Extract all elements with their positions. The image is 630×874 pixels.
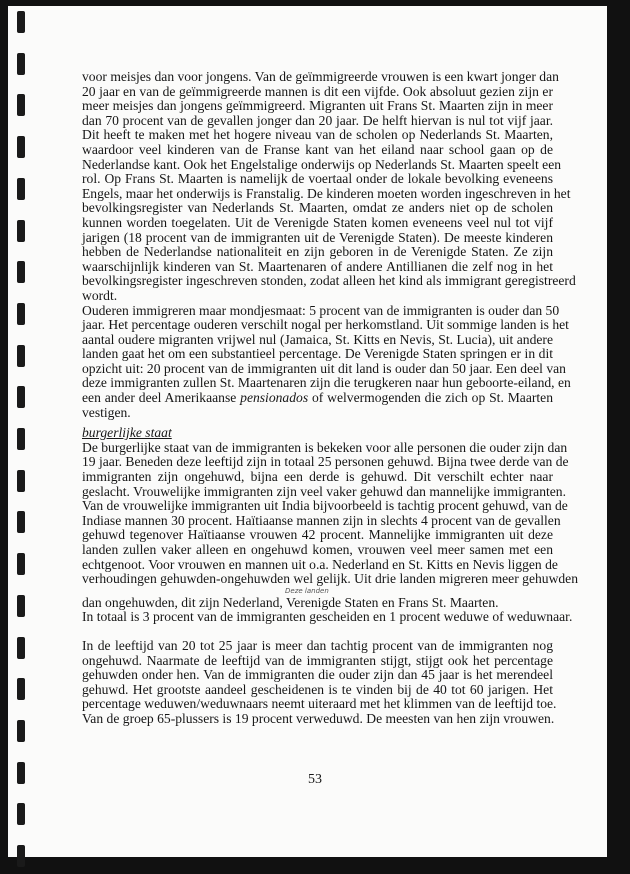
handwritten-note: Deze landen (285, 586, 329, 595)
text-line: Engels, maar het onderwijs is Franstalig. De kinderen moeten worden ingeschreven in het (82, 185, 571, 201)
paragraph-2-line (82, 391, 553, 406)
text-line: De burgerlijke staat van de immigranten is bekeken voor alle personen die ouder zijn dan (82, 439, 568, 455)
text-line: voor meisjes dan voor jongens. Van de geïmmigreerde vrouwen is een kwart jonger dan (82, 69, 559, 84)
text-line: landen gaat het om een substantieel percentage. De Verenigde Staten springen er in dit (82, 346, 553, 362)
text-line: verhoudingen gehuwden-ongehuwden wel gelijk. Uit drie landen migreren meer gehuwden (82, 571, 579, 587)
text-line: kunnen worden toegelaten. Uit de Verenigde Staten komen eveneens veel nul tot vijf (82, 214, 553, 230)
text-line: aantal oudere migranten vrijwel nul (Jamaica, St. Kitts en Nevis, St. Lucia), uit andere (82, 331, 553, 347)
binding-hole (17, 345, 25, 367)
text-line: meer meisjes dan jongens geïmmigreerd. Migranten uit Frans St. Maarten zijn in meer (82, 98, 553, 114)
paragraph-3 (82, 439, 579, 611)
page-number: 53 (308, 772, 322, 787)
binding-hole (17, 53, 25, 75)
paragraph-4: In totaal is 3 procent van de immigranten gescheiden en 1 procent weduwe of weduwnaar. (82, 609, 573, 625)
text-line: Indiase mannen 30 procent. Haïtiaanse mannen zijn in slechts 4 procent van de gevallen (82, 512, 561, 528)
binding-hole (17, 303, 25, 325)
binding-hole (17, 178, 25, 200)
text-span: een ander deel Amerikaanse (82, 390, 241, 406)
binding-hole (17, 136, 25, 158)
text-line: dan ongehuwden, dit zijn Nederland, Verenigde Staten en Frans St. Maarten. (82, 594, 499, 610)
binding-hole (17, 11, 25, 33)
text-line: Ouderen immigreren maar mondjesmaat: 5 procent van de immigranten is ouder dan 50 (82, 302, 560, 318)
binding-hole (17, 386, 25, 408)
text-line: hebben de Nederlandse nationaliteit en zijn geboren in de Verenigde Staten. Ze zijn (82, 244, 553, 260)
binding-hole (17, 637, 25, 659)
text-line: 20 jaar en van de geïmmigreerde mannen is dit een vijfde. Ook absoluut gezien zijn er (82, 83, 553, 99)
text-line: gehuwd. Het grootste aandeel gescheidenen is te vinden bij de 40 tot 60 jarigen. Het (82, 681, 553, 697)
binding-hole (17, 678, 25, 700)
text-line: dan 70 procent van de gevallen jonger dan 20 jaar. De helft hiervan is nul tot vijf jaar. (82, 112, 553, 128)
body-text (82, 69, 579, 727)
text-line: In de leeftijd van 20 tot 25 jaar is meer dan tachtig procent van de immigranten nog (82, 637, 553, 653)
text-line: Van de vrouwelijke immigranten uit India bijvoorbeeld is tachtig procent gehuwd, van de (82, 498, 568, 514)
text-line: bevolkingsregister van Nederlands St. Maarten, omdat ze anders niet op de scholen (82, 200, 553, 216)
text-line: wordt. (82, 287, 118, 303)
text-line: Dit heeft te maken met het hogere niveau van de scholen op Nederlands St. Maarten, (82, 127, 553, 143)
text-line: geslacht. Vrouwelijke immigranten zijn veel vaker gehuwd dan mannelijke immigranten. (82, 483, 567, 499)
binding-hole (17, 553, 25, 575)
binding-hole (17, 428, 25, 450)
text-line: ongehuwd. Naarmate de leeftijd van de immigranten stijgt, stijgt ook het percentage (82, 652, 553, 668)
text-line: Van de groep 65-plussers is 19 procent verweduwd. De meesten van hen zijn vrouwen. (82, 710, 555, 726)
binding-hole (17, 261, 25, 283)
paragraph-5 (82, 637, 557, 727)
binding-hole (17, 803, 25, 825)
text-line: gehuwd tegenover Haïtiaanse vrouwen 42 procent. Mannelijke immigranten uit deze (82, 527, 553, 543)
text-line: waardoor veel kinderen van de Franse kant van het eiland naar school gaan op de (82, 141, 553, 157)
text-line: opzicht uit: 20 procent van de immigranten uit dit land is ouder dan 50 jaar. Een deel van (82, 360, 566, 376)
text-line: jarigen (18 procent van de immigranten uit de Verenigde Staten). De meeste kinderen (82, 229, 553, 245)
text-span: of welvermogenden die zich op St. Maarten (308, 390, 553, 406)
binding-hole (17, 720, 25, 742)
italic-term: pensionados (240, 390, 309, 406)
text-line: landen zullen vaker alleen en ongehuwd komen, vrouwen veel meer samen met een (82, 542, 553, 557)
paragraph-1 (82, 69, 576, 304)
paragraph-2-line: vestigen. (82, 404, 131, 420)
text-line: 19 jaar. Beneden deze leeftijd zijn in totaal 25 personen gehuwd. Bijna twee derde van de (82, 454, 569, 470)
text-line: gehuwden onder hen. Van de immigranten die ouder zijn dan 45 jaar is het merendeel (82, 667, 553, 683)
binding-hole (17, 94, 25, 116)
section-heading: burgerlijke staat (82, 425, 172, 441)
handwritten-note-row (82, 587, 553, 596)
binding-hole (17, 470, 25, 492)
text-line: percentage weduwen/weduwnaars neemt uiteraard met het klimmen van de leeftijd toe. (82, 696, 557, 712)
paragraph-2 (82, 302, 571, 392)
text-line: rol. Op Frans St. Maarten is namelijk de voertaal onder de lokale bevolking eveneens (82, 171, 553, 187)
binding-hole (17, 511, 25, 533)
text-line: bevolkingsregister ingeschreven stonden, zodat alleen het kind als immigrant geregistreerd (82, 273, 576, 289)
text-line: immigranten zijn ongehuwd, bijna een derde is gehuwd. Dit verschilt echter naar (82, 469, 553, 485)
binding-hole (17, 595, 25, 617)
binding-hole (17, 845, 25, 867)
binding-hole (17, 220, 25, 242)
text-line: waarschijnlijk kinderen van St. Maartenaren of andere Antillianen die zelf nog in het (82, 258, 553, 274)
text-line: jaar. Het percentage ouderen verschilt nogal per herkomstland. Uit sommige landen is het (82, 317, 569, 333)
text-line: deze immigranten zullen St. Maartenaren zijn die terugkeren naar hun geboorte-eiland, en (82, 375, 571, 391)
text-line: echtgenoot. Voor vrouwen en mannen uit o.a. Nederland en St. Kitts en Nevis liggen de (82, 556, 558, 572)
text-line: Nederlandse kant. Ook het Engelstalige onderwijs op Nederlands St. Maarten speelt een (82, 156, 562, 172)
